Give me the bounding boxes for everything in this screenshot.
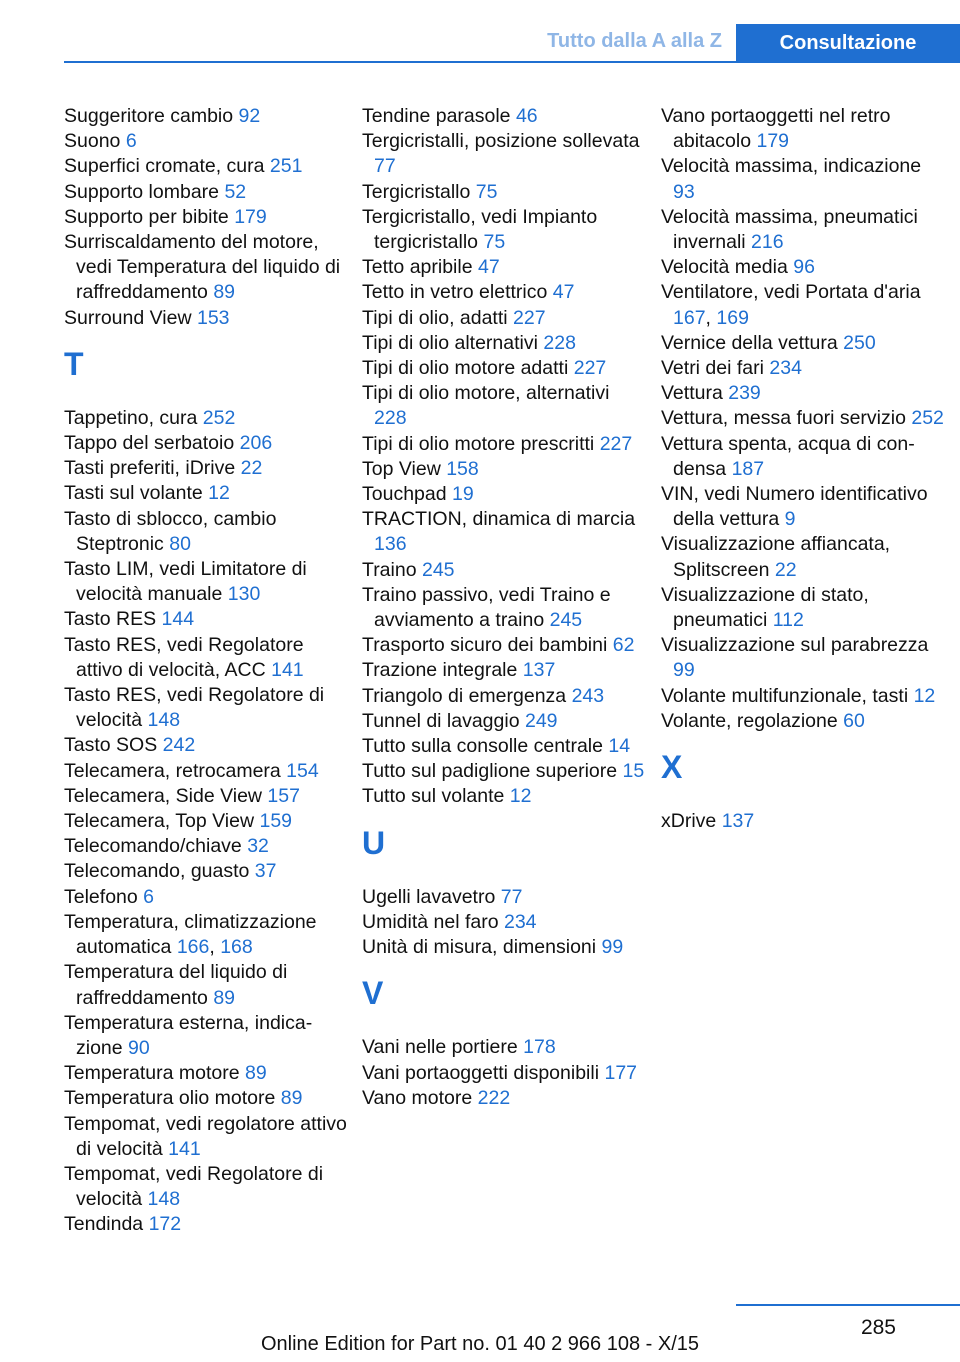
page-ref-link[interactable]: 136	[374, 533, 407, 556]
page-ref-link[interactable]: 159	[259, 810, 293, 833]
page-ref-link[interactable]: 6	[125, 130, 137, 153]
index-term: Top View	[362, 457, 441, 480]
index-term: Vettura	[661, 382, 723, 405]
index-entry	[64, 834, 349, 859]
page-ref-link[interactable]: 19	[452, 483, 474, 506]
index-entry	[64, 784, 349, 809]
page-ref-link[interactable]: 177	[604, 1061, 638, 1084]
index-term: Tunnel di lavaggio	[362, 709, 520, 732]
page-ref-link[interactable]: 93	[673, 180, 695, 203]
page-ref-link[interactable]: 130	[227, 583, 261, 606]
page-ref-link[interactable]: 99	[601, 936, 624, 959]
index-entry	[661, 381, 946, 406]
index-entry	[362, 381, 647, 431]
page-ref-link[interactable]: 252	[911, 407, 944, 430]
index-entry	[64, 960, 349, 1010]
index-term: Tasto SOS	[64, 734, 158, 757]
index-term: Temperatura olio motore	[64, 1087, 276, 1110]
index-entry	[64, 859, 349, 884]
page-ref-link[interactable]: 234	[503, 910, 537, 933]
index-column-2	[362, 104, 647, 1111]
footer-rule	[736, 1304, 960, 1306]
page-ref-link[interactable]: 80	[169, 532, 191, 555]
index-term: Tasto RES, vedi Regolatore di velocità	[64, 684, 325, 732]
index-entry	[64, 104, 349, 129]
index-term: Traino	[362, 558, 417, 581]
index-entry	[64, 1086, 349, 1111]
header-rule	[64, 61, 960, 63]
page-ref-link[interactable]: 77	[374, 155, 396, 178]
index-entry	[362, 482, 647, 507]
index-term: Tergicristallo	[362, 180, 471, 203]
index-entry	[661, 205, 946, 255]
index-entry	[661, 356, 946, 381]
index-entry	[362, 356, 647, 381]
index-entry	[64, 759, 349, 784]
index-entry	[362, 583, 647, 633]
page-ref-link[interactable]: 144	[161, 608, 195, 631]
index-term: Umidità nel faro	[362, 910, 499, 933]
index-entry	[362, 507, 647, 557]
index-entry	[362, 255, 647, 280]
page-ref-link[interactable]: 9	[784, 508, 796, 531]
index-entry	[362, 910, 647, 935]
page-ref-link[interactable]: 141	[168, 1137, 201, 1160]
index-term: Tipi di olio, adatti	[362, 306, 508, 329]
index-term: Vetri dei fari	[661, 357, 764, 380]
index-term: Telecamera, Top View	[64, 810, 255, 833]
index-entry	[661, 406, 946, 431]
index-entry	[64, 683, 349, 733]
index-term: Tempomat, vedi Regolatore di velocità	[64, 1162, 324, 1211]
page-ref-link[interactable]: 32	[247, 835, 269, 858]
index-term: Visualizzazione affiancata, Splitscreen	[661, 533, 891, 581]
index-term: Tipi di olio motore adatti	[362, 357, 569, 380]
index-term: Vettura spenta, acqua di condensa	[661, 432, 915, 480]
page-ref-link[interactable]: 187	[731, 457, 765, 480]
index-term: Superfici cromate, cura	[64, 155, 265, 178]
page-ref-link[interactable]: 14	[608, 735, 631, 758]
index-entry	[64, 230, 349, 306]
index-entry	[362, 205, 647, 255]
index-letter-heading: T	[64, 345, 84, 382]
page-ref-link[interactable]: 158	[446, 457, 479, 480]
index-entry	[661, 482, 946, 532]
page-ref-link[interactable]: 89	[245, 1062, 267, 1085]
page-ref-link[interactable]: 89	[213, 986, 236, 1009]
index-term: Tipi di olio motore, alternativi	[362, 382, 610, 405]
index-entry	[64, 456, 349, 481]
edition-note: Online Edition for Part no. 01 40 2 966 108 - X/15	[260, 1333, 700, 1355]
index-term: Vernice della vettura	[661, 331, 838, 354]
index-entry	[64, 180, 349, 205]
index-entry	[362, 331, 647, 356]
index-entry	[362, 709, 647, 734]
index-term: Tasto LIM, vedi Limitatore di velocità manuale	[64, 558, 307, 606]
page-ref-link[interactable]: 46	[515, 105, 538, 127]
index-term: Telecomando, guasto	[64, 860, 250, 883]
index-entry	[661, 583, 946, 633]
index-entry	[661, 331, 946, 356]
page-ref-link[interactable]: 249	[524, 709, 558, 732]
section-tab: Consultazione	[736, 24, 960, 62]
page-ref-link[interactable]: 148	[147, 1188, 181, 1211]
page-ref-link[interactable]: 12	[509, 785, 532, 808]
index-entry	[362, 280, 647, 305]
index-term: Vettura, messa fuori servizio	[661, 407, 906, 430]
page-ref-link[interactable]: 227	[513, 306, 546, 329]
index-term: Traino passivo, vedi Traino e avviamento a traino	[362, 583, 611, 632]
index-columns	[64, 104, 960, 1274]
page-ref-link[interactable]: 137	[721, 810, 755, 833]
index-term: Temperatura, climatizzazione automatica	[64, 910, 317, 959]
page-ref-link[interactable]: 242	[162, 734, 196, 757]
index-entry	[64, 507, 349, 557]
index-term: Supporto per bibite	[64, 205, 229, 228]
index-term: Temperatura del liquido di raffreddamento	[64, 961, 288, 1009]
index-entry	[64, 809, 349, 834]
page-ref-link[interactable]: 178	[523, 1036, 556, 1059]
index-term: Trazione integrale	[362, 659, 518, 682]
index-entry	[64, 557, 349, 607]
index-term: Tutto sul padiglione superiore	[362, 760, 618, 783]
page-ref-link[interactable]: 166	[176, 936, 210, 959]
index-entry	[362, 935, 647, 960]
page-ref-link[interactable]: 216	[751, 231, 784, 254]
index-term: Visualizzazione di stato, pneumatici	[661, 583, 869, 632]
page-ref-link[interactable]: 52	[224, 180, 247, 203]
index-term: Surround View	[64, 306, 192, 329]
index-entry	[661, 255, 946, 280]
index-entry	[64, 431, 349, 456]
index-entry	[661, 809, 946, 834]
index-entry	[362, 104, 647, 129]
index-term: Trasporto sicuro dei bambini	[362, 634, 608, 657]
index-term: xDrive	[661, 810, 717, 833]
page-number: 285	[860, 1316, 896, 1339]
index-entry	[362, 885, 647, 910]
index-term: Tappetino, cura	[64, 406, 198, 429]
index-term: Unità di misura, dimensioni	[362, 936, 597, 959]
index-term: Vani nelle portiere	[362, 1036, 518, 1059]
index-column-1	[64, 104, 349, 1238]
page-ref-link[interactable]: 112	[772, 609, 804, 632]
index-entry	[661, 154, 946, 204]
page-ref-link[interactable]: 90	[128, 1036, 150, 1059]
index-entry	[362, 633, 647, 658]
page-ref-link[interactable]: 47	[478, 256, 500, 279]
page-ref-link[interactable]: 62	[612, 634, 635, 657]
index-term: Tetto apribile	[362, 256, 473, 279]
index-term: Tasto RES	[64, 608, 157, 631]
page-ref-link[interactable]: 15	[622, 760, 645, 783]
page-ref-link[interactable]: 89	[280, 1087, 303, 1110]
page-ref-link[interactable]: 234	[769, 357, 802, 380]
index-entry	[64, 129, 349, 154]
index-entry: Temperatura, climatizzazione automatica 166, 168	[64, 910, 317, 959]
page-ref-link[interactable]: 167	[673, 306, 706, 329]
index-term: Tetto in vetro elettrico	[362, 281, 548, 304]
index-term: Velocità massima, indicazione	[661, 155, 922, 178]
page-ref-link[interactable]: 99	[673, 659, 695, 682]
index-entry	[64, 1011, 349, 1061]
page-ref-link[interactable]: 75	[475, 180, 498, 203]
index-entry	[362, 734, 647, 759]
page-ref-link[interactable]: 6	[143, 885, 155, 908]
index-term: Velocità massima, pneumatici invernali	[661, 205, 918, 254]
index-entry	[64, 885, 349, 910]
index-term: Volante multifunzionale, tasti	[661, 684, 909, 707]
page-ref-link[interactable]: 92	[238, 105, 261, 127]
index-term: Suono	[64, 130, 121, 153]
page-ref-link[interactable]: 243	[571, 684, 605, 707]
index-entry	[362, 1061, 647, 1086]
index-entry	[64, 607, 349, 632]
index-letter-heading: V	[362, 975, 384, 1012]
index-term: Tutto sulla consolle centrale	[362, 735, 603, 758]
index-term: Triangolo di emergenza	[362, 684, 567, 707]
index-entry	[362, 784, 647, 809]
index-term: Vano motore	[362, 1086, 473, 1109]
index-entry	[64, 306, 349, 331]
index-term: Tasti preferiti, iDrive	[64, 457, 236, 480]
index-entry	[362, 306, 647, 331]
index-entry	[362, 129, 647, 179]
index-term: Surriscaldamento del motore, vedi Temperatura del liquido di raffreddamento	[64, 231, 341, 304]
page-ref-link[interactable]: 22	[240, 457, 263, 480]
index-term: Tasto RES, vedi Regolatore attivo di velocità, ACC	[64, 633, 304, 681]
index-entry	[64, 1061, 349, 1086]
page-ref-link[interactable]: 222	[477, 1086, 511, 1109]
page-ref-link[interactable]: 12	[913, 684, 936, 707]
index-entry	[661, 709, 946, 734]
index-entry	[64, 633, 349, 683]
index-entry: Ventilatore, vedi Portata d'aria 167, 169	[661, 281, 921, 329]
index-entry	[64, 406, 349, 431]
index-letter-heading: X	[661, 749, 683, 786]
index-entry	[64, 733, 349, 758]
index-term: Tappo del serbatoio	[64, 432, 235, 455]
page-ref-link[interactable]: 206	[239, 432, 273, 455]
index-term: Ventilatore, vedi Portata d'aria	[661, 281, 921, 304]
index-entry	[64, 1112, 349, 1162]
page-ref-link[interactable]: 96	[793, 256, 815, 279]
index-letter-heading: U	[362, 824, 386, 861]
page-ref-link[interactable]: 172	[148, 1213, 182, 1236]
index-entry	[362, 1086, 647, 1111]
index-entry	[661, 684, 946, 709]
page-ref-link[interactable]: 251	[269, 155, 303, 178]
index-column-3	[661, 104, 946, 834]
index-term: TRACTION, dinamica di marcia	[362, 508, 636, 531]
page-ref-link[interactable]: 47	[552, 281, 575, 304]
page-ref-link[interactable]: 22	[774, 558, 797, 581]
index-entry	[362, 759, 647, 784]
index-entry	[362, 457, 647, 482]
page-ref-link[interactable]: 37	[254, 860, 277, 883]
index-term: Tutto sul volante	[362, 785, 505, 808]
index-term: Ugelli lavavetro	[362, 885, 496, 908]
page-ref-link[interactable]: 239	[728, 382, 761, 405]
index-entry	[64, 481, 349, 506]
index-entry	[64, 1162, 349, 1212]
index-term: Touchpad	[362, 483, 447, 506]
page-ref-link[interactable]: 179	[756, 130, 790, 153]
index-term: Tipi di olio alternativi	[362, 331, 538, 354]
index-term: Volante, regolazione	[661, 709, 838, 732]
page-ref-link[interactable]: 12	[208, 482, 230, 505]
page-ref-link[interactable]: 245	[421, 558, 455, 581]
index-term: Supporto lombare	[64, 180, 220, 203]
index-term: Velocità media	[661, 256, 788, 279]
index-entry	[661, 633, 946, 683]
index-term: Tempomat, vedi regolatore attivo di velocità	[64, 1112, 347, 1160]
index-term: Visualizzazione sul parabrezza	[661, 634, 929, 657]
index-term: Temperatura motore	[64, 1062, 240, 1085]
section-title: Tutto dalla A alla Z	[547, 30, 722, 52]
index-term: Tendinda	[64, 1213, 144, 1236]
page-header	[0, 0, 960, 62]
page-ref-link[interactable]: 137	[522, 659, 556, 682]
index-term: Telefono	[64, 885, 138, 908]
index-term: Telecamera, retrocamera	[64, 759, 281, 782]
index-term: Vano portaoggetti nel retro abitacolo	[661, 105, 891, 153]
index-entry	[362, 180, 647, 205]
page-ref-link[interactable]: 148	[147, 709, 181, 732]
index-term: Tipi di olio motore prescritti	[362, 432, 595, 455]
page-ref-link[interactable]: 168	[220, 936, 253, 959]
page-ref-link[interactable]: 154	[286, 759, 319, 782]
index-entry	[362, 432, 647, 457]
index-entry	[362, 684, 647, 709]
index-term: Temperatura esterna, indicazione	[64, 1011, 313, 1059]
index-entry	[661, 532, 946, 582]
index-entry	[661, 104, 946, 154]
index-term: Tergicristalli, posizione sollevata	[362, 130, 640, 153]
index-entry	[362, 1035, 647, 1060]
index-term: Telecomando/chiave	[64, 835, 242, 858]
index-term: VIN, vedi Numero identificativo della vettura	[661, 483, 928, 531]
index-entry	[362, 558, 647, 583]
index-term: Telecamera, Side View	[64, 784, 262, 807]
index-entry	[661, 432, 946, 482]
page-ref-link[interactable]: 75	[483, 231, 506, 254]
index-term: Tendine parasole	[362, 105, 511, 127]
page-ref-link[interactable]: 250	[843, 331, 876, 354]
index-entry	[64, 205, 349, 230]
index-term: Tasto di sblocco, cambio Steptronic	[64, 507, 277, 555]
page-ref-link[interactable]: 228	[543, 331, 576, 354]
page-ref-link[interactable]: 227	[573, 357, 607, 380]
page-ref-link[interactable]: 179	[234, 205, 267, 228]
page-ref-link[interactable]: 252	[202, 406, 236, 429]
index-entry	[64, 154, 349, 179]
index-entry	[362, 658, 647, 683]
page-ref-link[interactable]: 169	[716, 306, 749, 329]
index-entry	[64, 1212, 349, 1237]
index-term: Suggeritore cambio	[64, 105, 234, 127]
index-term: Tergicristallo, vedi Impianto tergicristallo	[362, 205, 598, 254]
page-ref-link[interactable]: 77	[500, 885, 523, 908]
page-ref-link[interactable]: 89	[213, 281, 236, 304]
page-ref-link[interactable]: 228	[374, 407, 407, 430]
page-ref-link[interactable]: 227	[599, 432, 633, 455]
page-ref-link[interactable]: 245	[549, 609, 583, 632]
page-ref-link[interactable]: 153	[196, 306, 230, 329]
index-term: Tasti sul volante	[64, 482, 203, 505]
page-ref-link[interactable]: 141	[271, 658, 304, 681]
index-term: Vani portaoggetti disponibili	[362, 1061, 600, 1084]
page-ref-link[interactable]: 157	[267, 784, 300, 807]
page-ref-link[interactable]: 60	[843, 709, 865, 732]
